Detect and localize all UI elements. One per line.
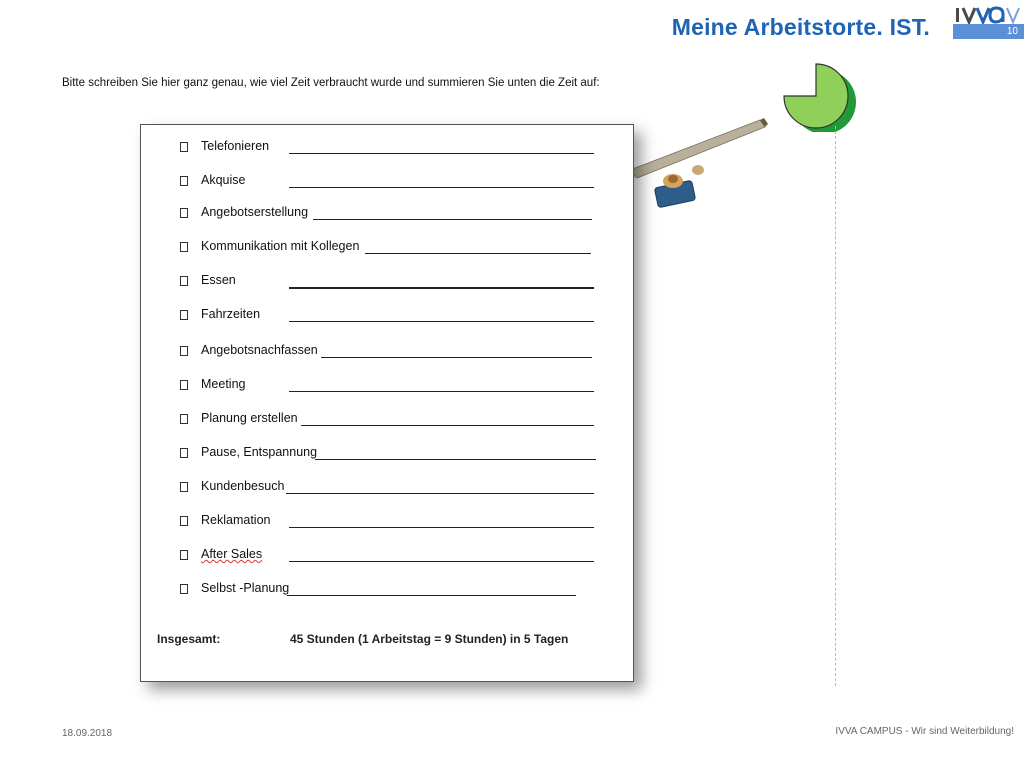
fill-in-line[interactable] xyxy=(289,187,594,188)
total-value: 45 Stunden (1 Arbeitstag = 9 Stunden) in 5 Tagen xyxy=(290,632,569,646)
fill-in-line[interactable] xyxy=(365,253,591,254)
item-label: Meeting xyxy=(201,377,246,391)
footer-date: 18.09.2018 xyxy=(62,728,113,739)
list-item xyxy=(141,411,633,429)
fill-in-line[interactable] xyxy=(286,493,594,494)
page-number-badge: 10 xyxy=(953,24,1024,39)
item-label: Angebotsnachfassen xyxy=(201,343,318,357)
list-item xyxy=(141,273,633,291)
item-label: Akquise xyxy=(201,173,246,187)
fill-in-line[interactable] xyxy=(321,357,592,358)
checkbox[interactable] xyxy=(180,242,188,252)
checkbox[interactable] xyxy=(180,550,188,560)
checkbox[interactable] xyxy=(180,310,188,320)
fill-in-line[interactable] xyxy=(287,595,576,596)
item-label: Kundenbesuch xyxy=(201,479,285,493)
checkbox[interactable] xyxy=(180,346,188,356)
ivva-logo xyxy=(955,2,1024,24)
checkbox[interactable] xyxy=(180,208,188,218)
fill-in-line[interactable] xyxy=(289,527,594,528)
item-label: After Sales xyxy=(201,547,263,561)
fill-in-line[interactable] xyxy=(313,219,592,220)
footer-brand: IVVA CAMPUS - Wir sind Weiterbildung! xyxy=(835,726,1014,737)
list-item xyxy=(141,307,633,325)
checkbox[interactable] xyxy=(180,482,188,492)
list-item xyxy=(141,205,633,223)
worksheet xyxy=(140,124,634,682)
list-item xyxy=(141,239,633,257)
fill-in-line[interactable] xyxy=(289,391,594,392)
checkbox[interactable] xyxy=(180,142,188,152)
item-label: Essen xyxy=(201,273,236,287)
list-item xyxy=(141,173,633,191)
list-item xyxy=(141,547,633,565)
fill-in-line[interactable] xyxy=(289,287,594,289)
list-item xyxy=(141,581,633,599)
fill-in-line[interactable] xyxy=(289,321,594,322)
checkbox[interactable] xyxy=(180,276,188,286)
dashed-divider xyxy=(835,126,836,686)
item-label: Pause, Entspannung xyxy=(201,445,318,459)
pie-chart-icon xyxy=(776,52,856,132)
total-label: Insgesamt: xyxy=(157,632,221,646)
item-label: Selbst -Planung xyxy=(201,581,290,595)
list-item xyxy=(141,343,633,361)
list-item xyxy=(141,377,633,395)
checkbox[interactable] xyxy=(180,584,188,594)
checkbox[interactable] xyxy=(180,380,188,390)
checkbox[interactable] xyxy=(180,516,188,526)
list-item xyxy=(141,479,633,497)
item-label: Kommunikation mit Kollegen xyxy=(201,239,360,253)
checkbox[interactable] xyxy=(180,448,188,458)
fill-in-line[interactable] xyxy=(289,153,594,154)
checkbox[interactable] xyxy=(180,414,188,424)
list-item xyxy=(141,139,633,157)
item-label: Telefonieren xyxy=(201,139,270,153)
fill-in-line[interactable] xyxy=(315,459,596,460)
page-title: Meine Arbeitstorte. IST. xyxy=(671,14,930,40)
fill-in-line[interactable] xyxy=(289,561,594,562)
checkbox[interactable] xyxy=(180,176,188,186)
instruction-text: Bitte schreiben Sie hier ganz genau, wie viel Zeit verbraucht wurde und summieren Sie unten die Zeit auf: xyxy=(62,77,600,89)
item-label: Angebotserstellung xyxy=(201,205,309,219)
item-label: Reklamation xyxy=(201,513,271,527)
fill-in-line[interactable] xyxy=(301,425,594,426)
list-item xyxy=(141,513,633,531)
list-item xyxy=(141,445,633,463)
item-label: Planung erstellen xyxy=(201,411,298,425)
item-label: Fahrzeiten xyxy=(201,307,261,321)
